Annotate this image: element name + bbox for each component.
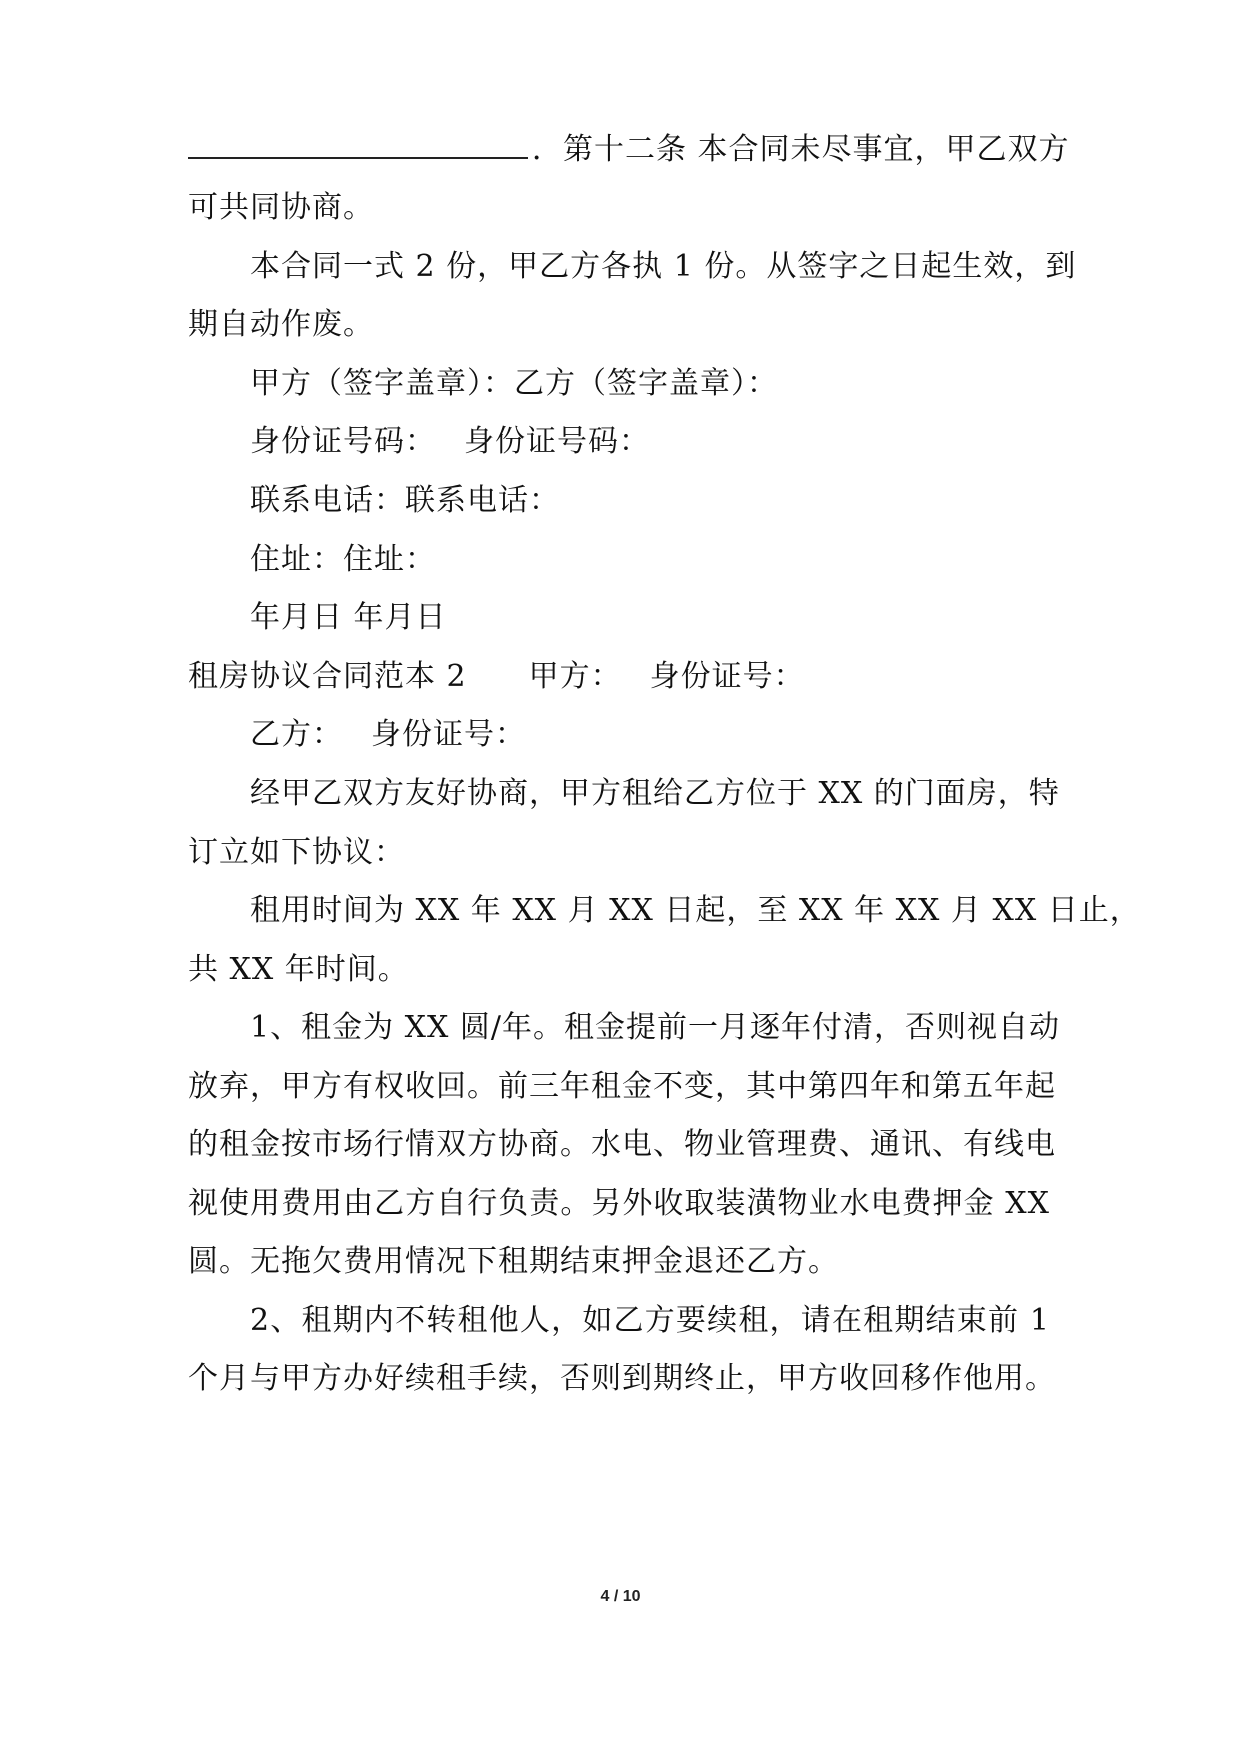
party-b-id-label: 身份证号：	[371, 717, 526, 752]
party-a-id-label: 身份证号：	[649, 659, 805, 694]
id-number-line	[250, 422, 650, 462]
paragraph-line: 订立如下协议：	[188, 835, 405, 870]
clause-12-text: ．第十二条 本合同未尽事宜，甲乙双方	[532, 132, 1070, 167]
paragraph-line: 可共同协商。	[188, 190, 374, 225]
paragraph-line: 共 XX 年时间。	[188, 952, 409, 987]
party-b-label: 乙方：	[250, 717, 343, 752]
address-line: 住址：住址：	[250, 542, 436, 577]
paragraph-line: 放弃，甲方有权收回。前三年租金不变，其中第四年和第五年起	[188, 1069, 1056, 1104]
phone-line: 联系电话：联系电话：	[250, 483, 560, 518]
sample-2-heading-line	[188, 657, 805, 697]
paragraph-line: 本合同一式 2 份，甲乙方各执 1 份。从签字之日起生效，到	[250, 249, 1077, 284]
paragraph-line: 个月与甲方办好续租手续，否则到期终止，甲方收回移作他用。	[188, 1361, 1056, 1396]
paragraph-line	[188, 130, 1070, 170]
paragraph-line: 的租金按市场行情双方协商。水电、物业管理费、通讯、有线电	[188, 1127, 1056, 1162]
party-b-id-label: 身份证号码：	[464, 424, 650, 459]
paragraph-line: 2、租期内不转租他人，如乙方要续租，请在租期结束前 1	[250, 1303, 1050, 1338]
paragraph-line: 圆。无拖欠费用情况下租期结束押金退还乙方。	[188, 1244, 839, 1279]
party-a-label: 甲方：	[528, 659, 622, 694]
paragraph-line: 经甲乙双方友好协商，甲方租给乙方位于 XX 的门面房，特	[250, 776, 1060, 811]
paragraph-line: 租用时间为 XX 年 XX 月 XX 日起，至 XX 年 XX 月 XX 日止，	[250, 893, 1141, 928]
sample-2-title: 租房协议合同范本 2	[188, 659, 467, 694]
paragraph-line: 期自动作废。	[188, 307, 374, 342]
date-line: 年月日 年月日	[250, 600, 447, 635]
party-b-line	[250, 715, 526, 755]
fill-in-blank	[188, 131, 528, 159]
party-a-id-label: 身份证号码：	[250, 424, 436, 459]
signature-parties-line: 甲方（签字盖章）：乙方（签字盖章）：	[250, 366, 778, 401]
paragraph-line: 视使用费用由乙方自行负责。另外收取装潢物业水电费押金 XX	[188, 1186, 1050, 1221]
page-number: 4 / 10	[600, 1588, 641, 1605]
paragraph-line: 1、租金为 XX 圆/年。租金提前一月逐年付清，否则视自动	[250, 1010, 1060, 1045]
